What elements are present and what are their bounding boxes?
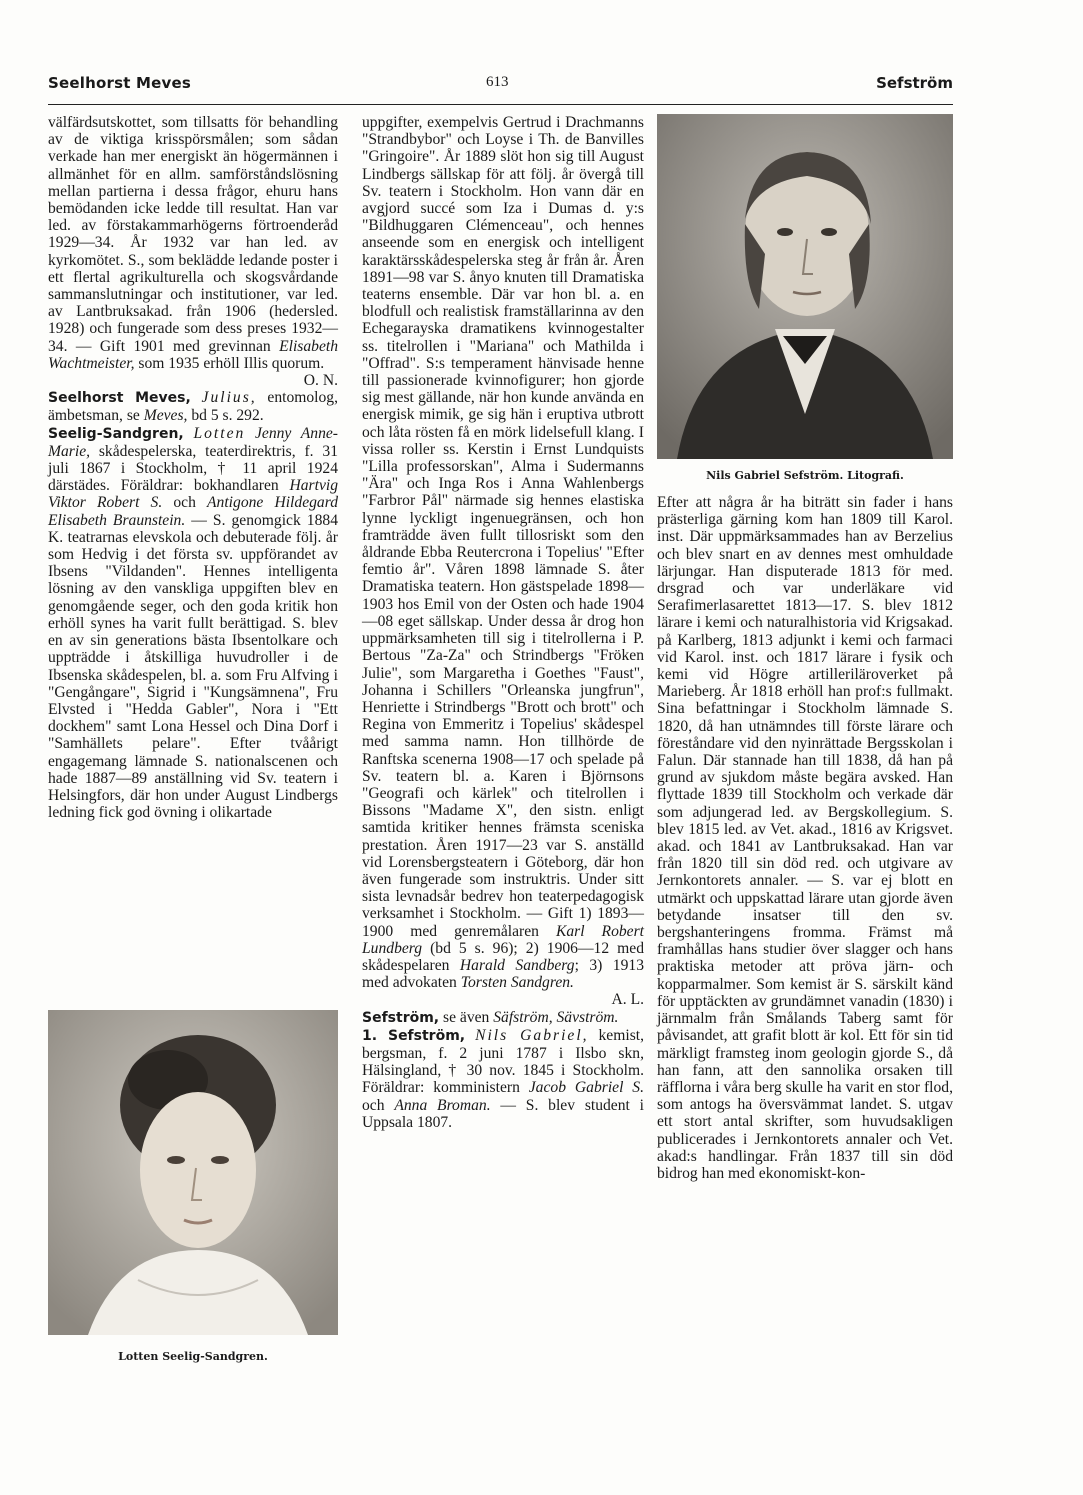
text: entomolog, ämbetsman, se (48, 389, 339, 425)
author-signature: A. L. (611, 991, 644, 1009)
caption-lotten: Lotten Seelig-Sandgren. (118, 1350, 268, 1363)
text: Karl Robert Lundberg (362, 922, 644, 957)
given-name: Jenny Anne-Marie, (48, 424, 338, 460)
given-name: Nils Gabriel, (475, 1026, 589, 1044)
text: Harald Sandberg (459, 956, 575, 974)
page-number: 613 (486, 74, 509, 90)
header-right: Sefström (876, 74, 953, 92)
text: (bd 5 s. 96); 2) 1906—12 med skådespelaren (362, 939, 644, 974)
headword: Seelig-Sandgren, (48, 425, 184, 442)
paragraph (362, 114, 644, 991)
portrait-lotten (48, 1010, 338, 1335)
text: som 1935 erhöll Illis quorum. (134, 354, 325, 372)
text: och (362, 1096, 395, 1114)
text: Torsten Sandgren. (460, 974, 574, 992)
text: bd 5 s. 292. (187, 407, 264, 425)
text: skådespelerska, teaterdirektris, f. 31 juli 1867 i Stockholm, † 11 april 1924 därstädes. Föräldrar: bokhandlaren (48, 442, 338, 495)
text: — S. genomgick 1884 K. teatrarnas elevskola och debuterade följ. år som Hedvig i det första sv. uppförandet av Ibsens "Vildanden". Hennes intelligenta lösning av den vanskliga uppgiften blev en genomgående seger, och den goda kritik hon erhöll synes ha varit fullt berättigad. S. blev en av sin generations bästa Ibsentolkare och uppträdde i åtskilliga huvudroller i de Ibsenska skådespelen, bl. a. som Fru Alfving i "Gengångare", Sigrid i "Kungsämnena", Fru Elvsted i "Hedda Gabler", Nora i "Ett dockhem" samt Lona Hessel och Dina Dorf i "Samhällets pelare". Efter tvåårigt engagemang lämnade S. nationalscenen och hade 1887—89 anställning vid Sv. teatern i Helsingfors, där hon under August Lindbergs ledning fick god övning i olikartade (48, 511, 338, 822)
text: Antigone Hildegard Elisabeth Braunstein. (48, 494, 338, 529)
running-header (48, 74, 953, 105)
header-left: Seelhorst Meves (48, 74, 191, 92)
text: Jacob Gabriel S. (528, 1079, 644, 1097)
portrait-lotten-image (48, 1010, 338, 1335)
portrait-nils (657, 114, 953, 459)
text: ; 3) 1913 med advokaten (362, 956, 644, 992)
entry-nils-sefstrom (362, 1027, 644, 1131)
author-signature: O. N. (303, 372, 338, 390)
headword: 1. Sefström, (362, 1027, 466, 1044)
column-3 (657, 494, 953, 1182)
column-2 (362, 114, 644, 1131)
column-1 (48, 114, 338, 821)
given-name: Lotten (193, 424, 246, 442)
paragraph (48, 114, 338, 372)
given-name: Julius, (201, 389, 257, 407)
text: välfärdsutskottet, som tillsatts för behandling av de viktiga krisspörsmålen; som sådan verkade han mer energiskt än högermännen i allmänhet för en allm. samförståndslösning mellan partierna i dessa frågor, ehuru hans bemödanden icke ledde till resultat. Han var led. av förstakammarhögerns förtroenderåd 1929—34. År 1932 var han led. av kyrkomötet. S., som beklädde ledande poster i ett flertal agrikulturella och skogsvårdande sammanslutningar och institutioner, var led. av Lantbruksakad. från 1906 (hedersled. 1928) och fungerade som dess preses 1932—34. — Gift 1901 med grevinnan (48, 114, 338, 355)
entry-sefstrom-ref (362, 1009, 644, 1027)
paragraph: Efter att några år ha biträtt sin fader i hans prästerliga gärning kom han 1809 till Karol. inst. Där uppmärksammades han av Berzelius och blev snart en av dennes mest omhuldade lärjungar. Han disputerade 1813 för med. drsgrad och var underläkare vid Serafimerlasarettet 1813—17. S. blev 1812 lärare i kemi och naturalhistoria vid Krigsakad. på Karlberg, 1813 adjunkt i kemi och farmaci vid Karol. inst. och 1817 lärare i fysik och kemi vid Högre artilleriläroverket på Marieberg. År 1818 erhöll han prof:s fullmakt. Sina befattningar i Stockholm lämnade S. 1820, då han utnämndes till förste lärare och föreståndare vid den nyinrättade Bergsskolan i Falun. Där stannade han till 1838, då han på grund av sjukdom måste begära avsked. Han flyttade 1839 till Stockholm och verkade där som adjungerad led. av Bergskollegium. S. blev 1815 led. av Vet. akad., 1816 av Krigsvet. akad. och 1841 av Lantbruksakad. Han var från 1820 till sin död red. och utgivare av Jernkontorets annaler. — S. var ej blott en utmärkt och uppskattad lärare utan gjorde även betydande insatser till den sv. bergshanteringens fromma. Främst må framhållas hans studier över slagger och hans praktiska metoder att pröva järn- och kopparmalmer. Som kemist är S. särskilt känd för upptäckten av grundämnet vanadin (1830) i järnmalm från Smålands Taberg samt för påvisandet, att grafit blott är kol. Ett för sin tid märkligt framsteg inom geologin gjorde S., då han fann, att den sannolika orsaken till räfflorna i våra berg skulle ha varit en stor flod, som antogs ha översvämmat landet. S. utgav ett stort antal skrifter, som huvudsakligen publicerades i Jernkontorets annaler och Vet. akad:s handlingar. Från 1837 till sin död bidrog han med ekonomiskt-kon- (657, 494, 953, 1182)
text: se även (439, 1008, 494, 1026)
headword: Sefström, (362, 1009, 440, 1026)
text: kemist, bergsman, f. 2 juni 1787 i Ilsbo skn, Hälsingland, † 30 nov. 1845 i Stockholm. Föräldrar: komministern (362, 1026, 644, 1097)
text: uppgifter, exempelvis Gertrud i Drachmanns "Strandbybor" och Loyse i Th. de Banvilles "Gringoire". År 1889 slöt hon sig till August Lindbergs sällskap för att följ. år övergå till Sv. teatern i Stockholm. Hon vann där en avgjord succé som Iza i Dumas d. y:s "Bildhuggaren Clémenceau", och hennes anseende som en energisk och intelligent karaktärsskådespelerska steg år från år. Åren 1891—98 var S. ånyo knuten till Dramatiska teaterns ensemble. Där var hon bl. a. en blodfull och realistisk framställarinna av den Echegarayska dramatikens kvinnogestalter ss. titelrollen i "Mariana" och Mathilda i "Offrad". S:s temperament hänvisade henne till passionerade kvinnofigurer; hon gjorde sig mest gällande, när hon kunde använda en energisk mimik, ge sig hän i eruptiva utbrott och låta rösten få en mörk lidelsefull klang. I vissa roller ss. Kerstin i Ernst Lundquists "Lilla professorskan", Alma i Sudermanns "Ära" och Inga Ros i Anna Wahlenbergs "Farbror Pål" närmade sig hennes elastiska lynne lyckligt ingenuegränsen, och hon framträdde även fullt tillosriskt som den åldrande Ebba Reutercrona i Topelius' "Efter femtio år". Våren 1898 lämnade S. åter Dramatiska teatern. Hon gästspelade 1898—1903 hos Emil von der Osten och hade 1904—08 eget sällskap. Under dessa år drog hon uppmärksamheten till sig i titelrollerna i P. Bertous "Za-Za" och Strindbergs "Fröken Julie", som Margaretha i Goethes "Faust", Johanna i Schillers "Orleanska jungfrun", Henriette i Strindbergs "Brott och brott" och Regina von Emmeritz i Topelius' skådespel med samma namn. Hon tillhörde de Ranftska scenerna 1908—17 och spelade på Sv. teatern bl. a. Karen i Björnsons "Geografi och kärlek" och titelrollen i Bissons "Madame X", den sistn. enligt samtida kritiker hennes främsta sceniska prestation. Åren 1917—23 var S. anställd vid Lorensbergsteatern i Göteborg, där hon även fungerade som instruktris. Under sitt sista levnadsår bedrev hon teaterpedagogisk verksamhet i Stockholm. — Gift 1) 1893—1900 med genremålaren (362, 114, 644, 940)
text: Elisabeth Wachtmeister, (48, 337, 338, 372)
caption-nils: Nils Gabriel Sefström. Litografi. (706, 469, 904, 482)
text: och (162, 494, 208, 512)
cross-reference: Säfström, Sävström. (493, 1008, 619, 1026)
portrait-nils-image (657, 114, 953, 459)
entry-seelhorst (48, 389, 338, 424)
headword: Seelhorst Meves, (48, 390, 191, 407)
text: Anna Broman. (394, 1096, 491, 1114)
text: — S. blev student i Uppsala 1807. (362, 1096, 644, 1131)
cross-reference: Meves, (143, 407, 188, 425)
text: Hartvig Viktor Robert S. (48, 477, 338, 512)
entry-seelig-sandgren (48, 425, 338, 822)
